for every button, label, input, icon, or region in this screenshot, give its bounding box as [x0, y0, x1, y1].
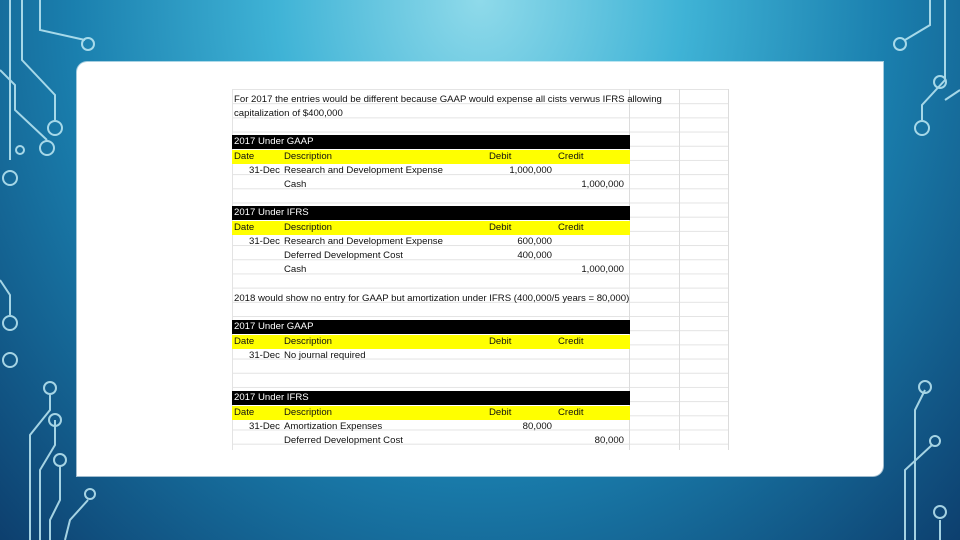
table-header-row: Date Description Debit Credit	[232, 406, 630, 420]
table-header-row: Date Description Debit Credit	[232, 221, 630, 235]
table-row: Deferred Development Cost 80,000	[284, 435, 624, 446]
table-title-bar: 2017 Under IFRS	[232, 206, 630, 220]
table-title-bar: 2017 Under IFRS	[232, 391, 630, 405]
table-row: Cash 1,000,000	[284, 179, 624, 190]
table-row: 31-Dec No journal required	[249, 350, 366, 361]
table-header-row: Date Description Debit Credit	[232, 335, 630, 349]
note-2018: 2018 would show no entry for GAAP but amortization under IFRS (400,000/5 years = 80,000)	[234, 293, 630, 304]
table-row: 31-Dec Amortization Expenses 80,000	[249, 421, 552, 432]
table-row: 31-Dec Research and Development Expense 600,000	[249, 236, 552, 247]
table-row: Deferred Development Cost 400,000	[284, 250, 552, 261]
intro-line-1: For 2017 the entries would be different because GAAP would expense all cists verwus IFRS allowing	[234, 94, 662, 105]
table-title-bar: 2017 Under GAAP	[232, 320, 630, 334]
table-title-bar: 2017 Under GAAP	[232, 135, 630, 149]
table-row: Cash 1,000,000	[284, 264, 624, 275]
table-row: 31-Dec Research and Development Expense 1,000,000	[249, 165, 552, 176]
spreadsheet-image	[232, 89, 729, 450]
intro-line-2: capitalization of $400,000	[234, 108, 343, 119]
table-header-row: Date Description Debit Credit	[232, 150, 630, 164]
